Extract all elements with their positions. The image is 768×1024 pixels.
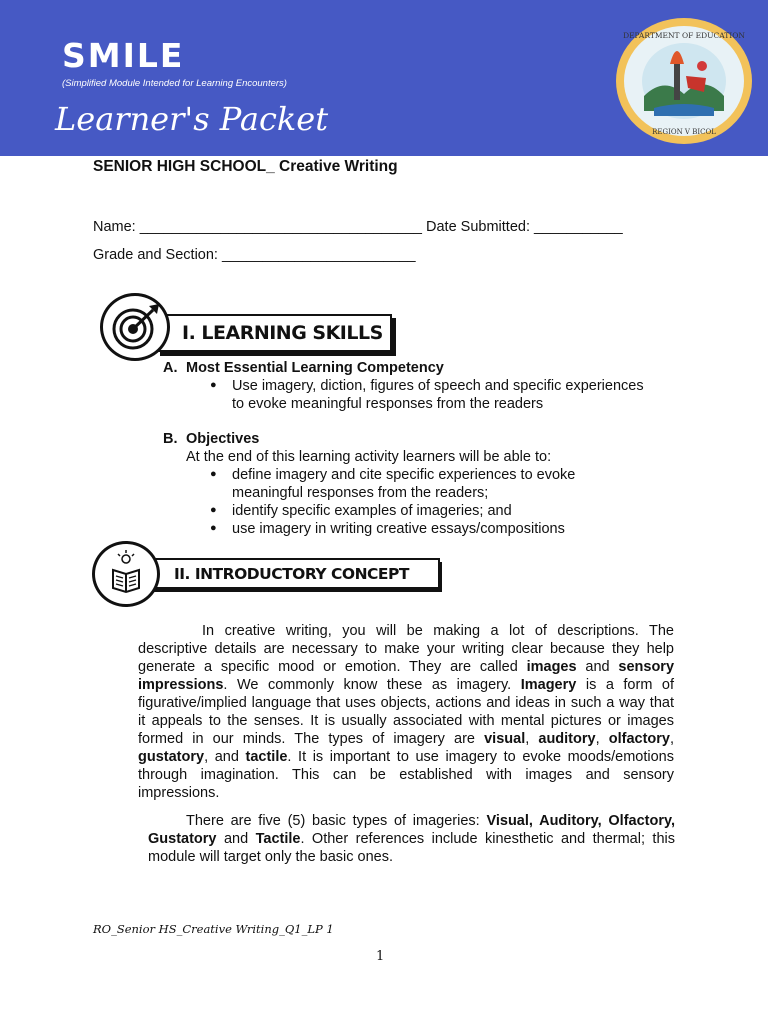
packet-title: Learner's Packet [55,100,329,138]
bullet-icon: ● [210,504,217,516]
a-bullet-line-1: Use imagery, diction, figures of speech and specific experiences [232,378,644,394]
footer-code: RO_Senior HS_Creative Writing_Q1_LP 1 [93,922,334,936]
grade-section-field: Grade and Section: ________________________ [93,247,416,263]
item-b-label: B. [163,431,178,447]
bullet-icon: ● [210,379,217,391]
intro-paragraph-1: In creative writing, you will be making a lot of descriptions. The descriptive details are necessary to make your writing clear because they help generate a specific mood or emotion. They are called images and sensory impressions. We commonly know these as imagery. Imagery is a form of figurative/implied language that uses objects, actions and ideas in such a way that it appeals to the senses. It is usually associated with mental pictures or images formed in our minds. The types of imagery are visual, auditory, olfactory, gustatory, and tactile. It is important to use imagery to evoke moods/emotions through imagination. This can be established with images and sensory impressions. [138,623,675,801]
objectives-intro: At the end of this learning activity learners will be able to: [186,449,552,465]
intro-paragraph-2: There are five (5) basic types of imageries: Visual, Auditory, Olfactory, Gustatory and Tactile. Other references include kinesthetic and thermal; this module will target only the basic ones. [148,813,676,865]
book-idea-icon [92,541,160,607]
b-bullet-line-2: meaningful responses from the readers; [232,485,489,501]
item-b-title: Objectives [186,431,260,447]
item-a-label: A. [163,360,178,376]
section-2-title: II. INTRODUCTORY CONCEPT [146,558,440,589]
header-banner [0,0,768,156]
b-bullet-line-4: use imagery in writing creative essays/compositions [232,521,565,537]
brand-title: SMILE [62,36,185,75]
item-a-title: Most Essential Learning Competency [186,360,444,376]
bullet-icon: ● [210,522,217,534]
brand-subtitle: (Simplified Module Intended for Learning Encounters) [62,78,287,89]
section-1-title: I. LEARNING SKILLS [156,314,392,352]
seal-bottom-text: REGION V BICOL [652,128,716,136]
name-date-field: Name: ___________________________________ Date Submitted: ___________ [93,219,623,235]
document-title: SENIOR HIGH SCHOOL_ Creative Writing [93,158,398,175]
bullet-icon: ● [210,468,217,480]
page-number: 1 [376,949,385,964]
b-bullet-line-3: identify specific examples of imageries; and [232,503,512,519]
b-bullet-line-1: define imagery and cite specific experiences to evoke [232,467,576,483]
seal-top-text: DEPARTMENT OF EDUCATION [623,31,745,40]
a-bullet-line-2: to evoke meaningful responses from the readers [232,396,544,412]
target-icon [100,293,170,361]
deped-seal-logo [614,16,754,146]
